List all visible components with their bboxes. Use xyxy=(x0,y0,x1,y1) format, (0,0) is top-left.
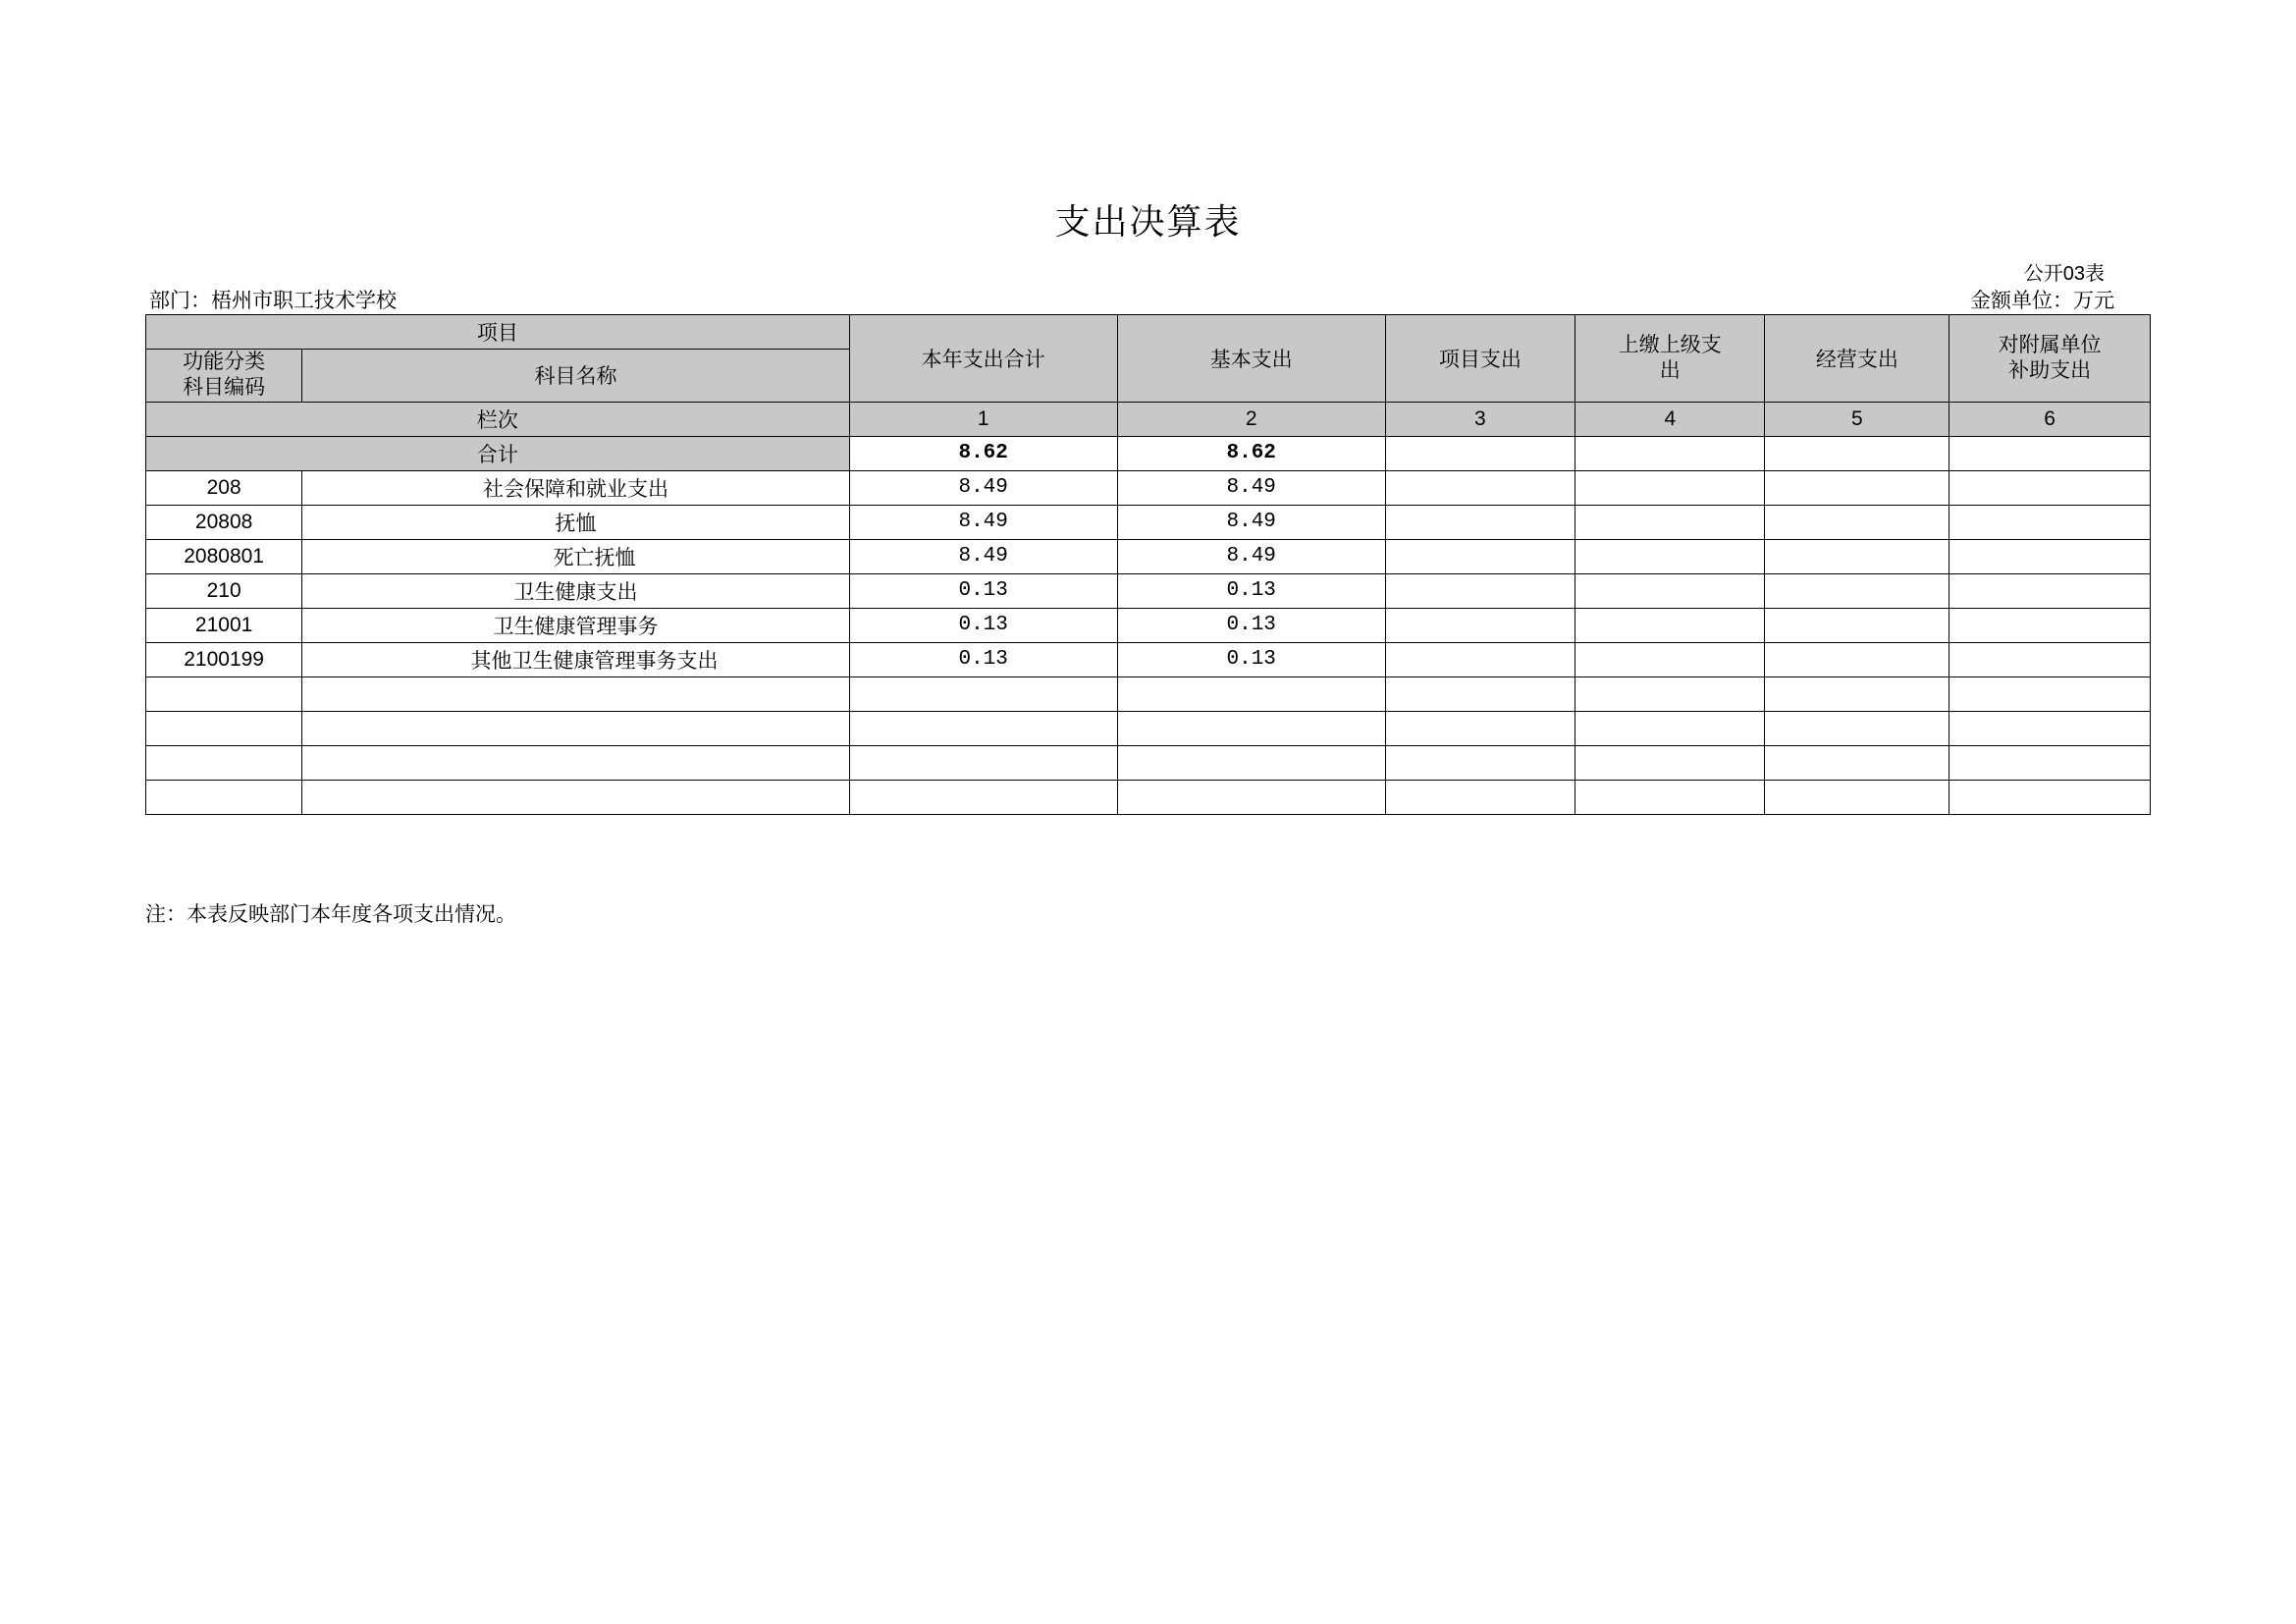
table-row xyxy=(146,539,2151,573)
row-value-5 xyxy=(1765,677,1949,711)
row-name: 死亡抚恤 xyxy=(302,539,849,573)
table-row xyxy=(146,505,2151,539)
row-value-3 xyxy=(1385,470,1575,505)
header-col-6-line2: 补助支出 xyxy=(2008,358,2092,382)
row-code xyxy=(146,745,302,780)
row-value-4 xyxy=(1575,608,1765,642)
row-value-2: 0.13 xyxy=(1117,608,1385,642)
row-value-3 xyxy=(1385,539,1575,573)
row-value-2: 8.49 xyxy=(1117,470,1385,505)
row-name: 社会保障和就业支出 xyxy=(302,470,849,505)
row-value-4 xyxy=(1575,677,1765,711)
row-value-1 xyxy=(849,745,1117,780)
row-value-1: 8.49 xyxy=(849,539,1117,573)
row-value-5 xyxy=(1765,539,1949,573)
header-col-4-line1: 上缴上级支 xyxy=(1618,333,1722,356)
row-name xyxy=(302,780,849,814)
total-label: 合计 xyxy=(146,436,850,470)
row-value-5 xyxy=(1765,780,1949,814)
row-value-6 xyxy=(1949,573,2151,608)
total-value-6 xyxy=(1949,436,2151,470)
row-value-5 xyxy=(1765,642,1949,677)
row-value-6 xyxy=(1949,745,2151,780)
row-value-5 xyxy=(1765,608,1949,642)
row-value-1: 8.49 xyxy=(849,505,1117,539)
row-value-5 xyxy=(1765,470,1949,505)
table-row xyxy=(146,745,2151,780)
header-subject-name: 科目名称 xyxy=(302,350,849,403)
header-col-4 xyxy=(1575,315,1765,403)
row-name xyxy=(302,745,849,780)
row-value-2 xyxy=(1117,711,1385,745)
page-title: 支出决算表 xyxy=(1054,201,1242,242)
row-value-4 xyxy=(1575,573,1765,608)
row-value-2: 0.13 xyxy=(1117,573,1385,608)
lane-number-3: 3 xyxy=(1385,402,1575,436)
row-code: 2100199 xyxy=(146,642,302,677)
table-row xyxy=(146,780,2151,814)
lane-number-6: 6 xyxy=(1949,402,2151,436)
form-number: 公开03表 xyxy=(2023,263,2105,285)
lane-number-5: 5 xyxy=(1765,402,1949,436)
amount-unit-label: 金额单位：万元 xyxy=(1970,290,2114,312)
row-value-4 xyxy=(1575,505,1765,539)
lane-number-4: 4 xyxy=(1575,402,1765,436)
lane-label: 栏次 xyxy=(146,402,850,436)
row-value-6 xyxy=(1949,539,2151,573)
total-value-2: 8.62 xyxy=(1117,436,1385,470)
total-value-5 xyxy=(1765,436,1949,470)
row-value-4 xyxy=(1575,745,1765,780)
row-value-5 xyxy=(1765,573,1949,608)
row-value-6 xyxy=(1949,642,2151,677)
header-col-3: 项目支出 xyxy=(1385,315,1575,403)
header-code-line1: 功能分类 xyxy=(183,351,266,373)
row-value-1: 0.13 xyxy=(849,573,1117,608)
row-value-3 xyxy=(1385,608,1575,642)
row-name xyxy=(302,711,849,745)
row-value-6 xyxy=(1949,677,2151,711)
row-value-1 xyxy=(849,711,1117,745)
total-value-1: 8.62 xyxy=(849,436,1117,470)
table-row xyxy=(146,677,2151,711)
row-value-5 xyxy=(1765,505,1949,539)
row-value-3 xyxy=(1385,642,1575,677)
row-value-2 xyxy=(1117,780,1385,814)
row-value-1 xyxy=(849,677,1117,711)
row-value-4 xyxy=(1575,470,1765,505)
header-col-2: 基本支出 xyxy=(1117,315,1385,403)
row-value-6 xyxy=(1949,470,2151,505)
expenditure-table-wrapper xyxy=(145,314,2151,815)
row-value-6 xyxy=(1949,711,2151,745)
row-code xyxy=(146,780,302,814)
lane-number-1: 1 xyxy=(849,402,1117,436)
header-col-4-line2: 出 xyxy=(1659,358,1681,382)
row-code xyxy=(146,677,302,711)
table-note: 注：本表反映部门本年度各项支出情况。 xyxy=(145,903,516,926)
table-row xyxy=(146,573,2151,608)
header-col-5: 经营支出 xyxy=(1765,315,1949,403)
row-value-4 xyxy=(1575,711,1765,745)
expenditure-table xyxy=(145,314,2151,815)
row-name: 卫生健康支出 xyxy=(302,573,849,608)
total-row xyxy=(146,436,2151,470)
row-value-5 xyxy=(1765,745,1949,780)
row-name: 其他卫生健康管理事务支出 xyxy=(302,642,849,677)
total-value-4 xyxy=(1575,436,1765,470)
table-row xyxy=(146,711,2151,745)
row-value-3 xyxy=(1385,780,1575,814)
department-label: 部门：梧州市职工技术学校 xyxy=(149,290,397,312)
row-code: 20808 xyxy=(146,505,302,539)
row-name: 抚恤 xyxy=(302,505,849,539)
row-name: 卫生健康管理事务 xyxy=(302,608,849,642)
row-code: 2080801 xyxy=(146,539,302,573)
row-value-2 xyxy=(1117,677,1385,711)
row-value-2: 8.49 xyxy=(1117,539,1385,573)
header-col-6 xyxy=(1949,315,2151,403)
table-row xyxy=(146,608,2151,642)
header-code-line2: 科目编码 xyxy=(183,376,266,400)
header-col-6-line1: 对附属单位 xyxy=(1998,333,2102,356)
row-code xyxy=(146,711,302,745)
row-value-2: 8.49 xyxy=(1117,505,1385,539)
total-value-3 xyxy=(1385,436,1575,470)
table-row xyxy=(146,642,2151,677)
row-value-1 xyxy=(849,780,1117,814)
row-value-3 xyxy=(1385,505,1575,539)
row-code: 208 xyxy=(146,470,302,505)
row-value-4 xyxy=(1575,780,1765,814)
row-code: 21001 xyxy=(146,608,302,642)
row-value-4 xyxy=(1575,539,1765,573)
row-value-6 xyxy=(1949,608,2151,642)
row-name xyxy=(302,677,849,711)
header-row-group xyxy=(146,315,2151,350)
row-value-4 xyxy=(1575,642,1765,677)
row-value-3 xyxy=(1385,573,1575,608)
header-col-1: 本年支出合计 xyxy=(849,315,1117,403)
row-value-2 xyxy=(1117,745,1385,780)
row-value-1: 8.49 xyxy=(849,470,1117,505)
row-value-2: 0.13 xyxy=(1117,642,1385,677)
row-value-6 xyxy=(1949,505,2151,539)
row-value-6 xyxy=(1949,780,2151,814)
header-code xyxy=(146,350,302,403)
row-value-3 xyxy=(1385,711,1575,745)
lane-row xyxy=(146,402,2151,436)
row-value-3 xyxy=(1385,745,1575,780)
lane-number-2: 2 xyxy=(1117,402,1385,436)
row-code: 210 xyxy=(146,573,302,608)
row-value-3 xyxy=(1385,677,1575,711)
row-value-1: 0.13 xyxy=(849,642,1117,677)
header-group-item: 项目 xyxy=(146,315,850,350)
row-value-1: 0.13 xyxy=(849,608,1117,642)
table-row xyxy=(146,470,2151,505)
row-value-5 xyxy=(1765,711,1949,745)
